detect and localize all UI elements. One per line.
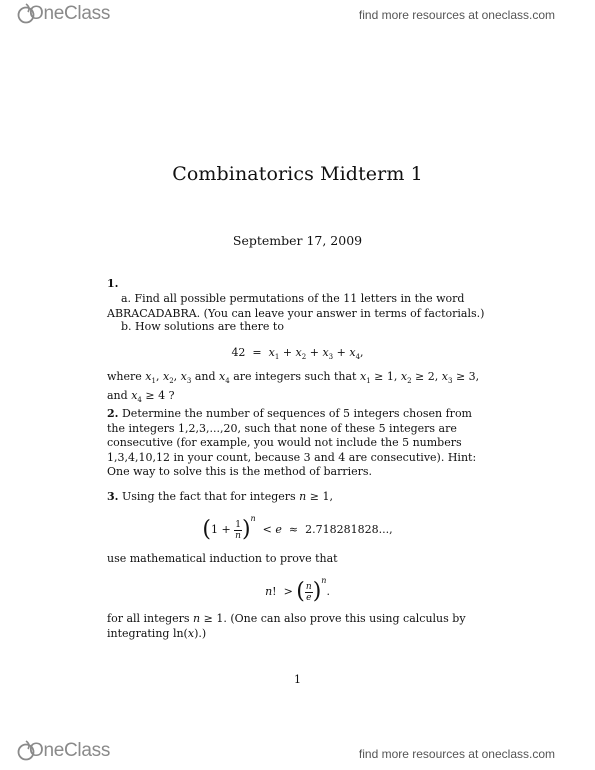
q3-intro: 3. Using the fact that for integers n ≥ 1, — [107, 490, 333, 503]
brand-name: OneClass — [29, 3, 111, 24]
page-number: 1 — [294, 673, 301, 686]
q1-where-text: where $x_1$, $x_2$, $x_3$ and $x_4$ are integers such that $x_1 \ge 1$, $x_2 \ge 2$, $x_3 \ge 3$, and $x_4 \ge 4$ ? — [107, 370, 480, 404]
q3-mid-text: use mathematical induction to prove that — [107, 552, 338, 565]
q1a-text: a. Find all possible permutations of the 11 letters in the word ABRACADABRA. (You can leave your answer in terms of factorials.) — [107, 292, 485, 320]
document-title: Combinatorics Midterm 1 — [172, 163, 423, 185]
resources-link[interactable]: find more resources at oneclass.com — [358, 8, 555, 22]
q3-end-text: for all integers n ≥ 1. (One can also prove this using calculus by integrating ln(x).) — [107, 612, 466, 640]
q2-body: Determine the number of sequences of 5 integers chosen from the integers 1,2,3,...,20, such that none of these 5 integers are consecutive (for example, you would not include the 5 numbers 1,3,4,10,12 in your count, because 3 and 4 are consecutive). Hint: One way to solve this is the method of barriers. — [107, 407, 477, 479]
brand-name-footer: OneClass — [29, 740, 111, 761]
q2-number: 2. — [107, 407, 119, 420]
resources-link-footer[interactable]: find more resources at oneclass.com — [358, 747, 555, 761]
q2-text — [107, 407, 487, 480]
oneclass-logo[interactable] — [17, 3, 110, 25]
q1-number: 1. — [107, 277, 119, 290]
q1-equation: $42 = x_1 + x_2 + x_3 + x_4$, — [231, 346, 364, 362]
q3-equation-2: n! > ( $\frac{n}{e}$ )$^n$. — [265, 576, 330, 604]
q1b-text: b. How solutions are there to — [121, 320, 284, 333]
oneclass-logo-footer[interactable] — [17, 740, 110, 762]
q3-number: 3. — [107, 490, 119, 503]
document-date: September 17, 2009 — [232, 233, 363, 248]
q3-equation-1: (1 + $\frac{1}{n}$ )$^n$ < e ≈ 2.718281828..., — [202, 514, 393, 542]
